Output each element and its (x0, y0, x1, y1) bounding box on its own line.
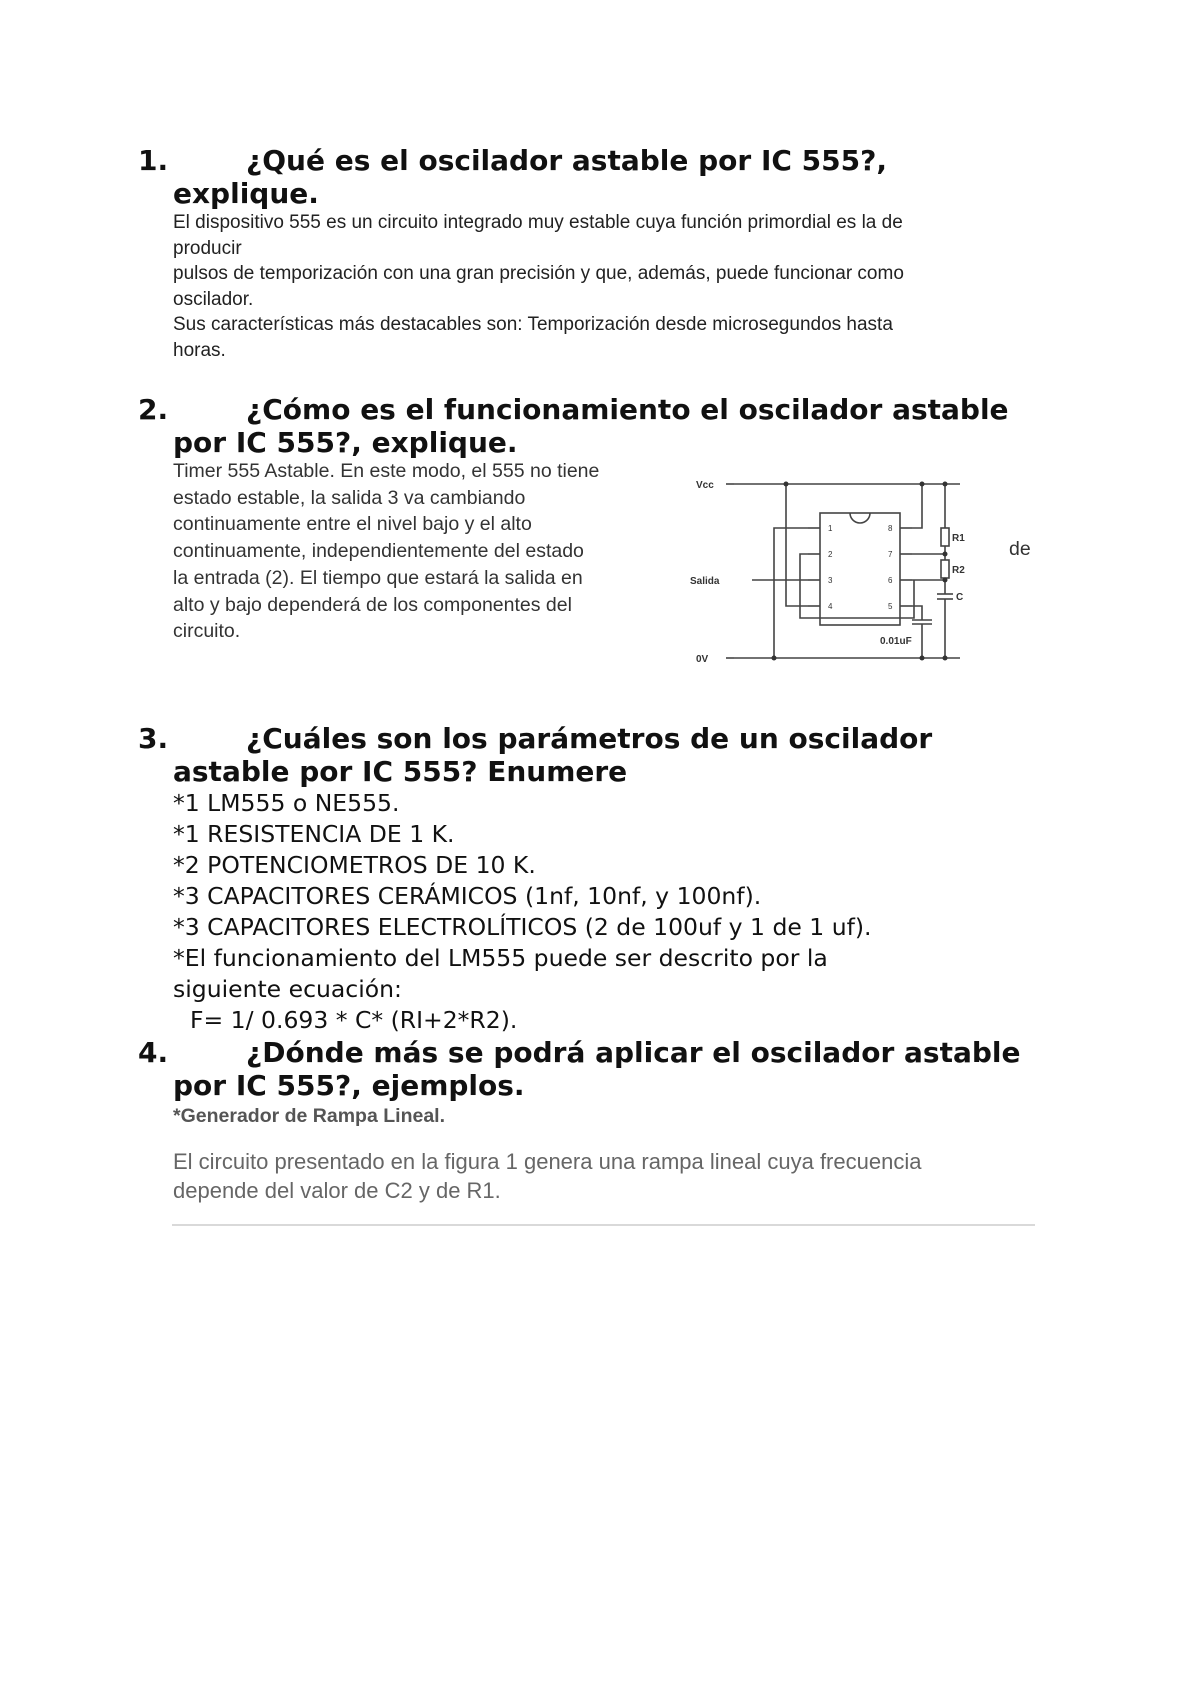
paragraph-line: Sus características más destacables son: Temporización desde microsegundos hasta (173, 314, 893, 335)
question-1-heading (138, 144, 1138, 210)
paragraph-line: El circuito presentado en la figura 1 genera una rampa lineal cuya frecuencia (173, 1149, 922, 1174)
circuit-label-cap-value: 0.01uF (880, 636, 912, 647)
circuit-label-r2: R2 (952, 565, 965, 576)
circuit-label-c: C (956, 592, 964, 603)
list-item: siguiente ecuación: (173, 975, 402, 1003)
question-3-number: 3. (138, 722, 169, 755)
question-4-title-line2: por IC 555?, ejemplos. (173, 1069, 525, 1102)
paragraph-line: horas. (173, 339, 226, 361)
circuit-label-r1: R1 (952, 533, 965, 544)
paragraph-line: oscilador. (173, 288, 254, 310)
paragraph-line: continuamente, independientemente del estado (173, 540, 584, 563)
question-4-heading (138, 1036, 1138, 1102)
question-4-number: 4. (138, 1036, 169, 1069)
paragraph-line: continuamente entre el nivel bajo y el alto (173, 513, 532, 536)
question-4-subheading: *Generador de Rampa Lineal. (173, 1105, 446, 1127)
paragraph-line: pulsos de temporización con una gran precisión y que, además, puede funcionar como (173, 263, 904, 284)
astable-555-circuit-diagram (690, 468, 1006, 680)
question-3-list (173, 788, 872, 1036)
pin-label: 3 (828, 576, 833, 585)
circuit-label-vcc: Vcc (696, 480, 714, 491)
question-4-body (173, 1147, 921, 1205)
question-2-number: 2. (138, 393, 169, 426)
pin-label: 6 (888, 576, 893, 585)
list-item: *1 LM555 o NE555. (173, 789, 400, 817)
question-2-title-line1: ¿Cómo es el funcionamiento el oscilador astable (246, 393, 1009, 426)
question-1-number: 1. (138, 144, 169, 177)
question-3-title-line2: astable por IC 555? Enumere (173, 755, 628, 788)
circuit-label-0v: 0V (696, 654, 709, 665)
paragraph-line: alto y bajo dependerá de los componentes del (173, 593, 572, 616)
pin-label: 8 (888, 524, 893, 533)
pin-label: 7 (888, 550, 893, 559)
paragraph-line: estado estable, la salida 3 va cambiando (173, 486, 526, 509)
question-4-title-line1: ¿Dónde más se podrá aplicar el oscilador astable (246, 1036, 1021, 1069)
pin-label: 2 (828, 550, 833, 559)
question-2-title-line2: por IC 555?, explique. (173, 426, 518, 459)
question-3-heading (138, 722, 1138, 788)
question-2-side-word: de (1009, 538, 1031, 560)
list-item: *1 RESISTENCIA DE 1 K. (173, 820, 455, 848)
circuit-label-salida: Salida (690, 576, 720, 587)
list-item: *3 CAPACITORES CERÁMICOS (1nf, 10nf, y 100nf). (173, 882, 762, 910)
pin-label: 4 (828, 602, 833, 611)
equation: F= 1/ 0.693 * C* (RI+2*R2). (190, 1006, 518, 1034)
question-2-body (173, 458, 599, 645)
question-3-title-line1: ¿Cuáles son los parámetros de un oscilador (246, 722, 933, 755)
question-1-title-line2: explique. (173, 177, 319, 210)
paragraph-line: circuito. (173, 620, 241, 643)
paragraph-line: depende del valor de C2 y de R1. (173, 1178, 501, 1203)
question-2-heading (138, 393, 1138, 459)
paragraph-line: El dispositivo 555 es un circuito integrado muy estable cuya función primordial es la de (173, 212, 903, 233)
horizontal-divider (172, 1224, 1035, 1226)
pin-label: 1 (828, 524, 833, 533)
paragraph-line: Timer 555 Astable. En este modo, el 555 no tiene (173, 460, 600, 482)
question-1-title-line1: ¿Qué es el oscilador astable por IC 555?, (246, 144, 887, 177)
list-item: *3 CAPACITORES ELECTROLÍTICOS (2 de 100uf y 1 de 1 uf). (173, 913, 872, 941)
list-item: *2 POTENCIOMETROS DE 10 K. (173, 851, 536, 879)
pin-label: 5 (888, 602, 893, 611)
paragraph-line: producir (173, 237, 242, 259)
question-1-body (173, 210, 904, 363)
paragraph-line: la entrada (2). El tiempo que estará la salida en (173, 566, 583, 589)
list-item: *El funcionamiento del LM555 puede ser descrito por la (173, 944, 828, 972)
